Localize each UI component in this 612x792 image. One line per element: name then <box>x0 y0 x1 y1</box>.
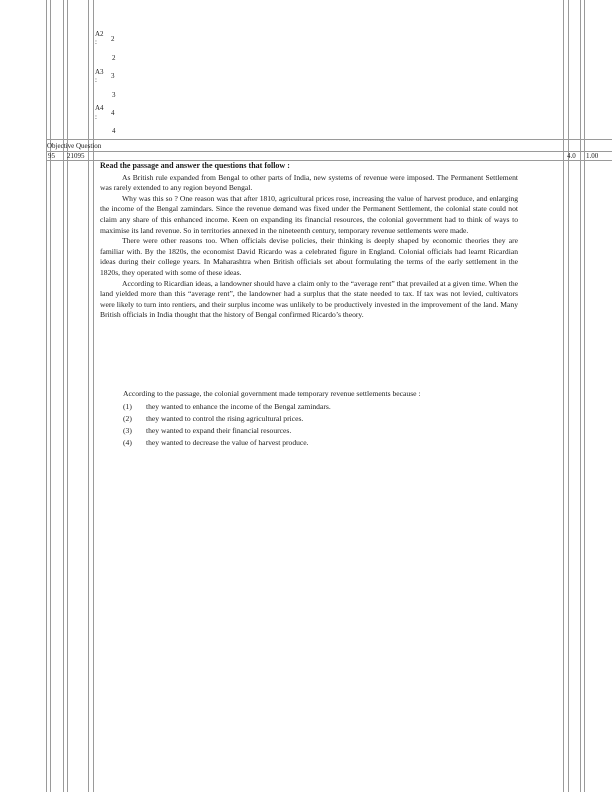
option-label-a3: A3 <box>95 68 104 76</box>
choice-text: they wanted to decrease the value of harvest produce. <box>146 437 309 447</box>
option-value-a2: 2 <box>111 35 115 43</box>
option-value-repeat-a3: 3 <box>112 91 116 99</box>
option-value-repeat-a4: 4 <box>112 127 116 135</box>
choice-text: they wanted to expand their financial resources. <box>146 425 292 435</box>
option-value-a4: 4 <box>111 109 115 117</box>
table-border-right-1 <box>563 0 564 792</box>
choice-4[interactable] <box>123 438 518 449</box>
choice-text: they wanted to control the rising agricultural prices. <box>146 413 304 423</box>
choice-text: they wanted to enhance the income of the Bengal zamindars. <box>146 401 331 411</box>
choice-2[interactable] <box>123 414 518 425</box>
passage-paragraph-3: There were other reasons too. When officials devise policies, their thinking is deeply shaped by economic theories they are familiar with. By the 1820s, the economist David Ricardo was a celebrated figure in England. Colonial officials had learnt Ricardian ideas during their college years. In Maharashtra when British officials set about formulating the terms of the early settlement in the 1820s, they operated with some of these ideas. <box>100 236 518 277</box>
passage-paragraph-4: According to Ricardian ideas, a landowner should have a claim only to the “average rent” that prevailed at a given time. When the land yielded more than this “average rent”, the landowner had a surplus that the state needed to tax. If tax was not levied, cultivators were likely to turn into rentiers, and their surplus income was unlikely to be productively invested in the improvement of the land. Many British officials in India thought that the history of Bengal confirmed Ricardo’s theory. <box>100 278 518 320</box>
choice-1[interactable] <box>123 402 518 413</box>
choice-number: (2) <box>123 413 132 423</box>
table-border-left-2 <box>50 0 51 792</box>
question-block <box>123 389 518 448</box>
table-border-right-2 <box>568 0 569 792</box>
question-serial: 95 <box>48 152 55 160</box>
question-stem: According to the passage, the colonial government made temporary revenue settlements because : <box>123 389 421 398</box>
option-label-a4: A4 <box>95 104 104 112</box>
passage <box>100 161 518 321</box>
table-border-left-5 <box>88 0 89 792</box>
option-label-a2: A2 <box>95 30 104 38</box>
choice-number: (4) <box>123 437 132 447</box>
choice-number: (3) <box>123 425 132 435</box>
option-colon-a4: : <box>95 113 97 121</box>
table-border-left-3 <box>63 0 64 792</box>
option-colon-a3: : <box>95 76 97 84</box>
choice-3[interactable] <box>123 426 518 437</box>
question-marks: 4.0 <box>567 152 576 160</box>
section-label: Objective Question <box>47 142 102 150</box>
passage-paragraph-2: Why was this so ? One reason was that after 1810, agricultural prices rose, increasing the value of harvest produce, and enlarging the income of the Bengal zamindars. Since the revenue demand was fixed under the Permanent Settlement, the colonial state could not claim any share of this enhanced income. Keen on expanding its financial resources, the colonial government had to think of ways to maximise its land revenue. So in territories annexed in the nineteenth century, temporary revenue settlements were made. <box>100 193 518 235</box>
passage-paragraph-1: As British rule expanded from Bengal to other parts of India, new systems of revenue were imposed. The Permanent Settlement was rarely extended to any region beyond Bengal. <box>100 172 518 193</box>
row-divider-top <box>46 139 612 140</box>
row-divider-header <box>46 151 612 152</box>
option-value-repeat-a2: 2 <box>112 54 116 62</box>
option-colon-a2: : <box>95 38 97 46</box>
table-border-left-1 <box>46 0 47 792</box>
table-border-left-6 <box>93 0 94 792</box>
table-border-right-3 <box>580 0 581 792</box>
passage-heading: Read the passage and answer the questions that follow : <box>100 161 290 170</box>
question-negative-marks: 1.00 <box>586 152 599 160</box>
table-border-left-4 <box>67 0 68 792</box>
choice-number: (1) <box>123 401 132 411</box>
question-id: 21095 <box>67 152 85 160</box>
table-border-right-4 <box>584 0 585 792</box>
option-value-a3: 3 <box>111 72 115 80</box>
